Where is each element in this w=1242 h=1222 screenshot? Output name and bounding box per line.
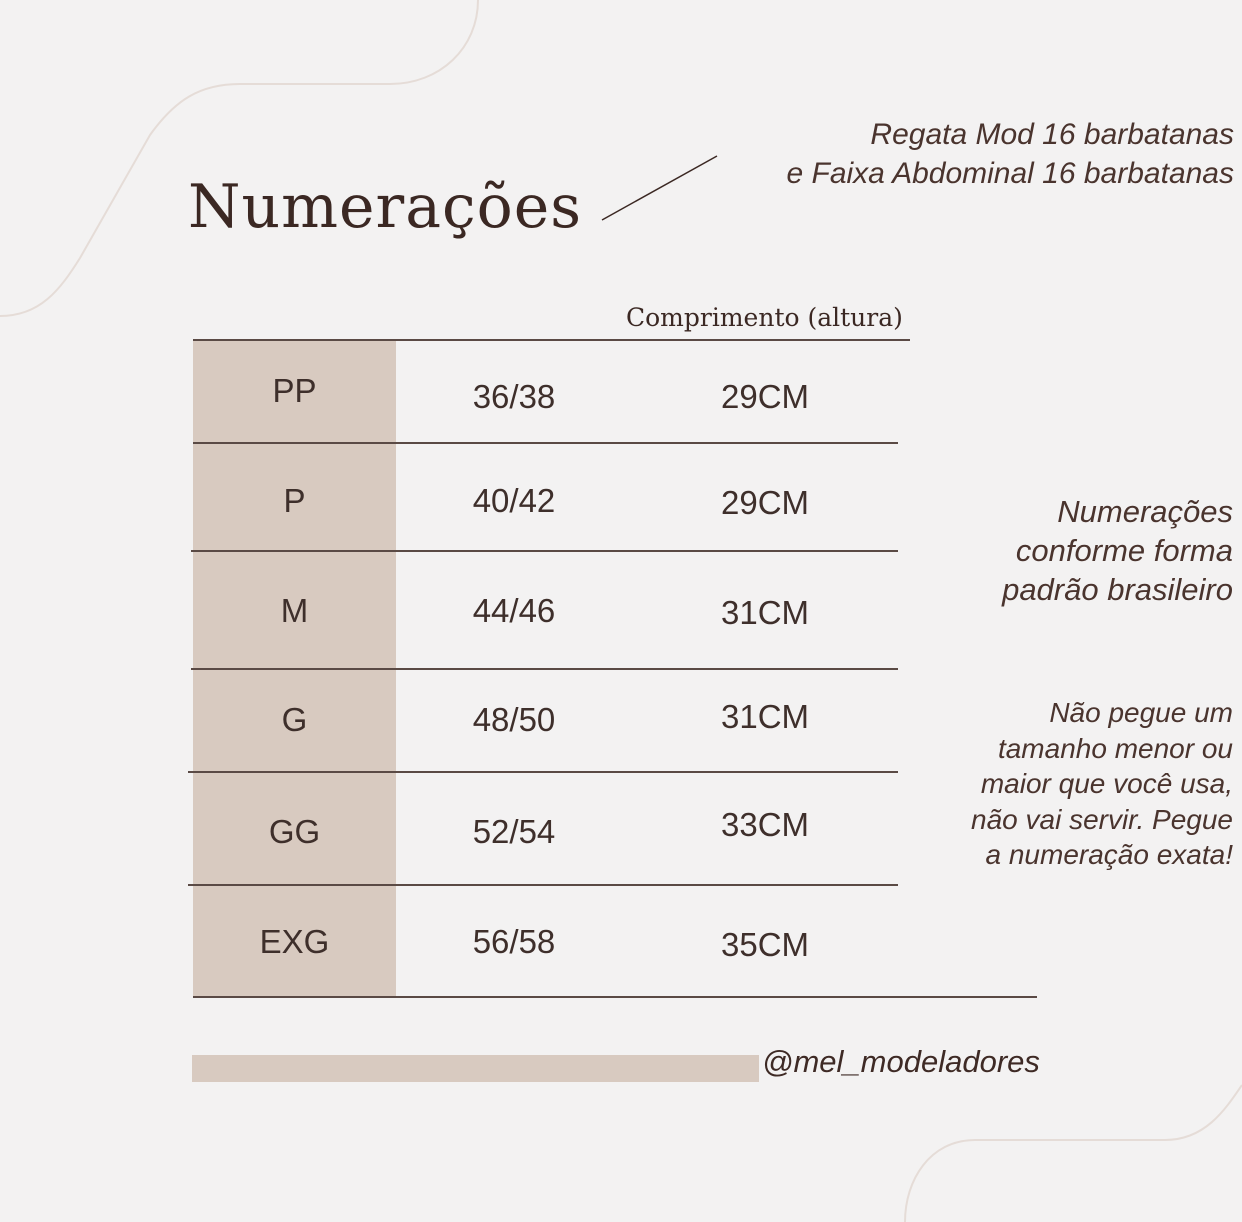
row-divider xyxy=(188,884,898,886)
row-divider xyxy=(191,668,898,670)
numbering-value: 48/50 xyxy=(472,701,556,738)
length-column-header: Comprimento (altura) xyxy=(626,303,903,332)
note-line: não vai servir. Pegue xyxy=(971,803,1233,835)
length-value: 31CM xyxy=(720,698,810,735)
size-label: P xyxy=(283,482,306,519)
length-value: 33CM xyxy=(720,806,810,843)
note-line: Não pegue um xyxy=(1049,697,1233,728)
note-line: maior que você usa, xyxy=(980,768,1233,799)
numbering-value: 44/46 xyxy=(472,592,556,629)
note-line: tamanho menor ou xyxy=(997,732,1233,764)
social-handle: @mel_modeladores xyxy=(762,1044,1040,1079)
length-value: 29CM xyxy=(720,378,810,415)
length-value: 31CM xyxy=(720,594,810,631)
row-divider xyxy=(193,442,898,444)
product-name-line1: Regata Mod 16 barbatanas xyxy=(870,118,1234,151)
size-label: EXG xyxy=(259,923,330,960)
numbering-value: 56/58 xyxy=(472,923,556,960)
length-value: 35CM xyxy=(720,926,810,963)
note-line: a numeração exata! xyxy=(985,839,1233,870)
table-bottom-line xyxy=(193,996,1037,998)
numbering-value: 36/38 xyxy=(472,378,556,415)
size-label: GG xyxy=(268,813,321,850)
note-line: padrão brasileiro xyxy=(1002,572,1233,607)
title-connector-line xyxy=(602,156,717,220)
size-label: G xyxy=(281,701,308,738)
numbering-value: 52/54 xyxy=(472,813,556,850)
note-line: conforme forma xyxy=(1015,533,1233,568)
length-value: 29CM xyxy=(720,484,810,521)
row-divider xyxy=(188,771,898,773)
table-top-line xyxy=(193,339,910,341)
sizing-standard-note xyxy=(1002,492,1233,609)
sizing-warning-note xyxy=(971,695,1233,873)
numbering-value: 40/42 xyxy=(472,482,556,519)
row-divider xyxy=(191,550,898,552)
page-title: Numerações xyxy=(188,172,583,242)
size-label: PP xyxy=(272,372,317,409)
note-line: Numerações xyxy=(1057,494,1233,529)
size-label: M xyxy=(280,592,309,629)
product-name-line2: e Faixa Abdominal 16 barbatanas xyxy=(786,157,1234,190)
handle-accent-bar xyxy=(192,1055,759,1082)
